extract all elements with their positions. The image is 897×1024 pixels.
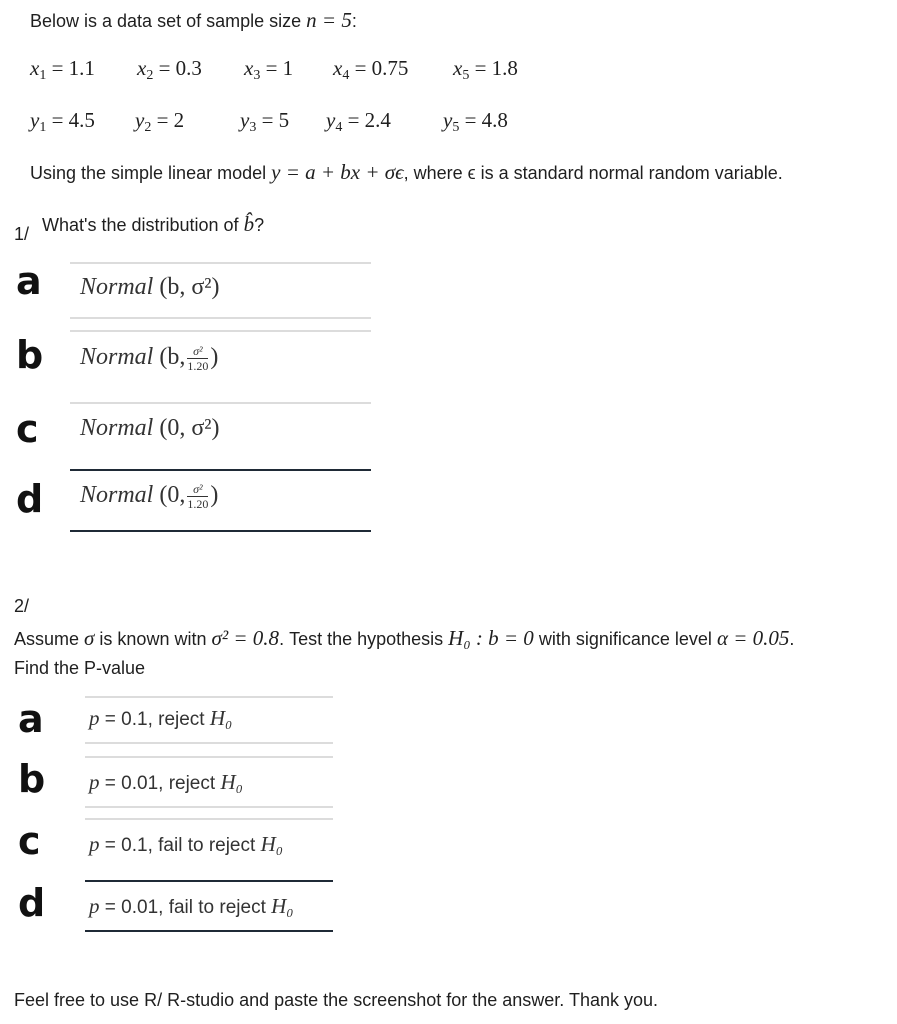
model-suffix: , where ϵ is a standard normal random variable.: [403, 163, 783, 183]
q1-option-letter-a: a: [16, 259, 42, 303]
q1-qmark: ?: [254, 215, 265, 235]
q1-prompt: [42, 212, 264, 237]
footer-note: Feel free to use R/ R-studio and paste the screenshot for the answer. Thank you.: [14, 990, 659, 1010]
x-value: $x_3 = 1$: [244, 56, 294, 83]
q2-find: Find the P-value: [14, 658, 146, 678]
q1-option-letter-d: d: [16, 477, 44, 521]
q2-option-a[interactable]: [85, 696, 333, 746]
q1-option-c-text: Normal (0, σ²): [80, 415, 220, 441]
q2-option-b[interactable]: [85, 756, 333, 806]
q2-number: 2/: [14, 596, 30, 616]
q2-option-letter-b: b: [18, 757, 46, 801]
q1-option-a-text: Normal (b, σ²): [80, 274, 220, 300]
q1-option-letter-b: b: [16, 333, 44, 377]
q2-option-letter-c: c: [18, 819, 41, 863]
q1-option-letter-c: c: [16, 407, 39, 451]
q2-prompt: Assume σ is known witn σ² = 0.8. Test the hypothesis H₀ : b = 0 with significance level α = 0.05.: [14, 626, 795, 650]
q2-option-a-text: p = 0.1, reject H₀: [89, 706, 233, 730]
q1-option-d-text: Normal (0, $\frac{\text{σ²}}{1.20}$ ): [80, 481, 219, 511]
q1-number: 1/: [14, 224, 30, 244]
q2-option-c-text: p = 0.1, fail to reject H₀: [89, 832, 284, 856]
model-line: [30, 160, 783, 185]
q1-option-d[interactable]: [70, 472, 371, 530]
q1-option-a[interactable]: [70, 262, 371, 320]
q2-option-letter-d: d: [18, 881, 46, 925]
model-prefix: Using the simple linear model: [30, 163, 267, 183]
q1-option-c[interactable]: [70, 405, 371, 463]
model-equation: y = a + bx + σϵ: [271, 160, 404, 184]
intro-text: Below is a data set of sample size: [30, 11, 302, 31]
y-value: $y_2 = 2$: [135, 108, 185, 135]
x-value: $x_2 = 0.3$: [137, 56, 202, 83]
y-value: $y_5 = 4.8$: [443, 108, 508, 135]
intro-line: [30, 8, 357, 33]
q2-option-b-text: p = 0.01, reject H₀: [89, 770, 243, 794]
q1-prompt-text: What's the distribution of: [42, 215, 239, 235]
intro-colon: :: [351, 11, 357, 31]
q2-option-d-text: p = 0.01, fail to reject H₀: [89, 894, 294, 918]
y-value: $y_3 = 5$: [240, 108, 290, 135]
q2-option-letter-a: a: [18, 697, 44, 741]
x-value: $x_1 = 1.1$: [30, 56, 95, 83]
q1-symbol: b̂: [243, 212, 255, 236]
x-value: $x_4 = 0.75$: [333, 56, 409, 83]
y-value: $y_4 = 2.4$: [326, 108, 391, 135]
q1-option-b-text: Normal (b, $\frac{\text{σ²}}{1.20}$ ): [80, 343, 219, 373]
x-value: $x_5 = 1.8$: [453, 56, 518, 83]
intro-n: n = 5: [306, 8, 352, 32]
y-value: $y_1 = 4.5$: [30, 108, 95, 135]
q2-option-d[interactable]: [85, 880, 333, 930]
q2-option-c[interactable]: [85, 818, 333, 868]
q1-option-b[interactable]: [70, 330, 371, 388]
